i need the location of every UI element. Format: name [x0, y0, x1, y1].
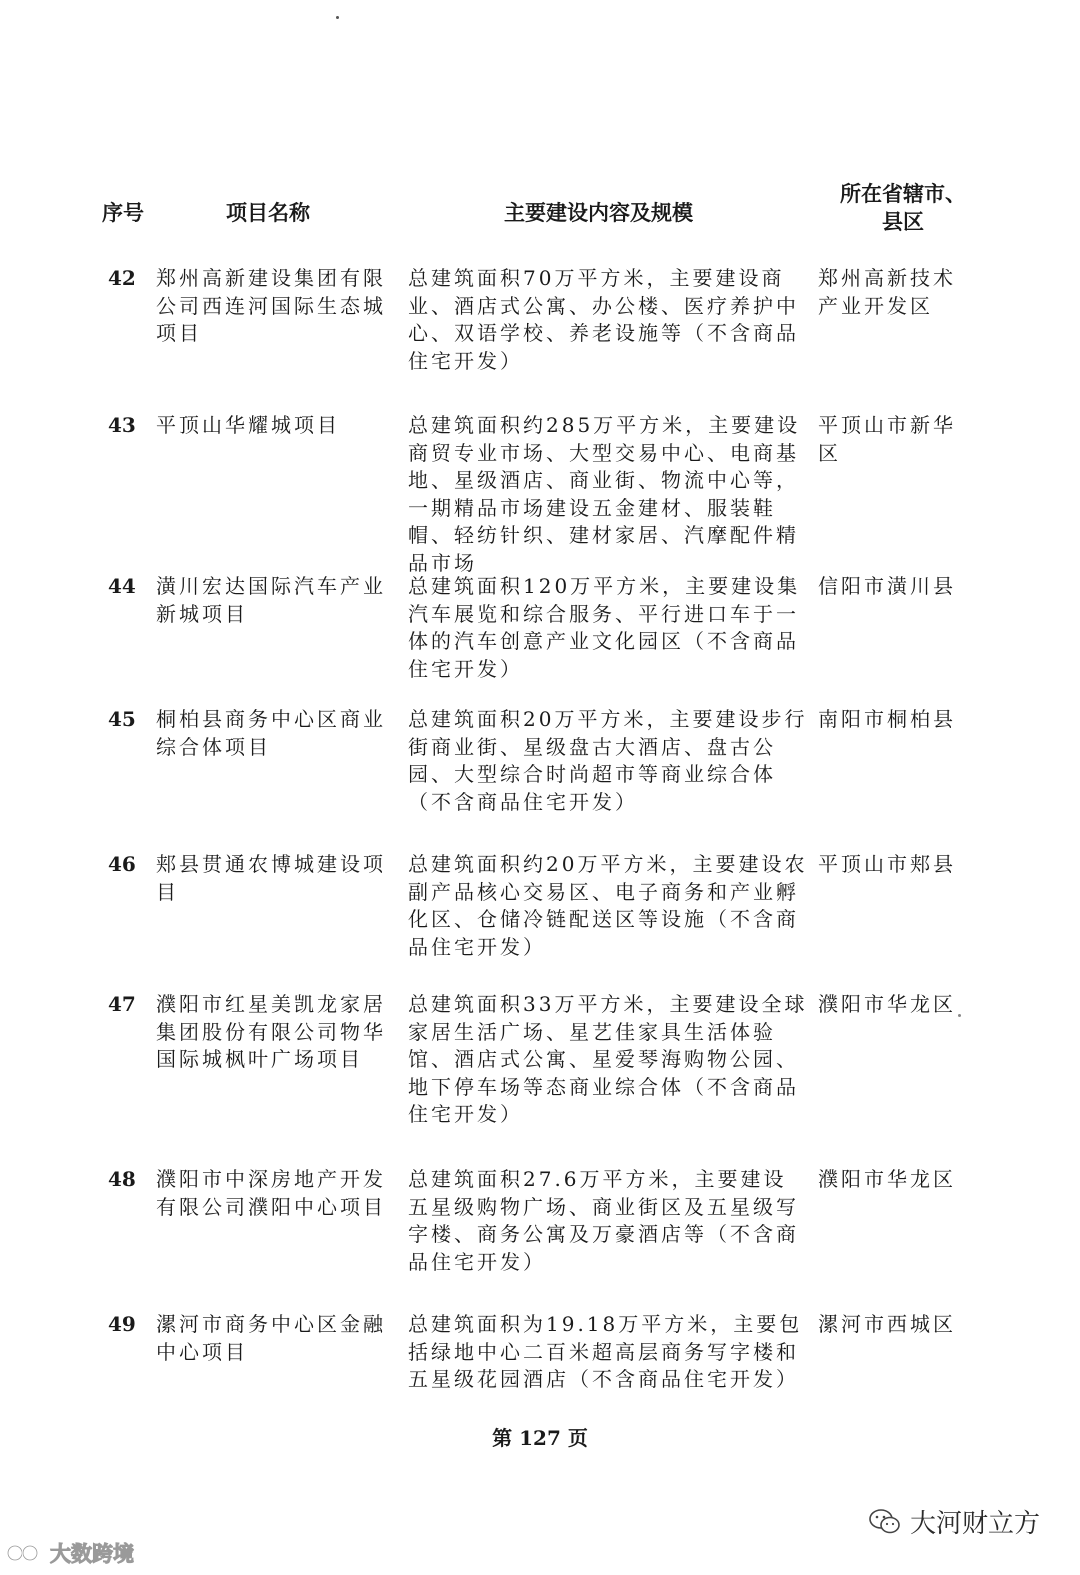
row-number: 47: [108, 992, 136, 1016]
row-number: 49: [108, 1312, 136, 1336]
row-content: 总建筑面积为19.18万平方米，主要包括绿地中心二百米超高层商务写字楼和五星级花园酒店（不含商品住宅开发）: [408, 1312, 803, 1391]
row-number: 44: [108, 574, 136, 598]
header-location-line1: 所在省辖市、: [840, 182, 966, 206]
header-location-line2: 县区: [882, 210, 924, 234]
header-content: 主要建设内容及规模: [504, 201, 693, 225]
row-content: 总建筑面积约285万平方米，主要建设商贸专业市场、大型交易中心、电商基地、星级酒店、商业街、物流中心等，一期精品市场建设五金建材、服装鞋帽、轻纺针织、建材家居、汽摩配件精品市场: [408, 413, 801, 575]
row-project-name: 平顶山华耀城项目: [156, 413, 340, 437]
row-location: 信阳市潢川县: [818, 574, 956, 598]
row-project-name: 濮阳市中深房地产开发有限公司濮阳中心项目: [156, 1167, 386, 1219]
header-project-name: 项目名称: [226, 201, 310, 225]
row-project-name: 漯河市商务中心区金融中心项目: [156, 1312, 386, 1364]
row-number: 43: [108, 413, 136, 437]
brand-logo-icon: [6, 1540, 46, 1566]
watermark-left-text: 大数跨境: [50, 1542, 134, 1566]
watermark-left: [6, 1538, 134, 1568]
row-project-name: 郏县贯通农博城建设项目: [156, 852, 386, 904]
row-location: 平顶山市郏县: [818, 852, 956, 876]
scan-speck: [336, 16, 339, 19]
row-location: 漯河市西城区: [818, 1312, 956, 1336]
row-content: 总建筑面积约20万平方米，主要建设农副产品核心交易区、电子商务和产业孵化区、仓储冷链配送区等设施（不含商品住宅开发）: [408, 852, 808, 959]
header-location: [838, 180, 968, 236]
row-content: 总建筑面积120万平方米，主要建设集汽车展览和综合服务、平行进口车于一体的汽车创意产业文化园区（不含商品住宅开发）: [408, 574, 801, 681]
row-number: 42: [108, 266, 136, 290]
header-number: 序号: [102, 201, 144, 225]
row-location: 平顶山市新华区: [818, 413, 956, 465]
watermark-right-text: 大河财立方: [910, 1509, 1041, 1539]
row-number: 48: [108, 1167, 136, 1191]
row-content: 总建筑面积27.6万平方米，主要建设五星级购物广场、商业街区及五星级写字楼、商务公寓及万豪酒店等（不含商品住宅开发）: [408, 1167, 799, 1274]
page-number: 第 127 页: [492, 1426, 588, 1450]
row-content: 总建筑面积70万平方米，主要建设商业、酒店式公寓、办公楼、医疗养护中心、双语学校、养老设施等（不含商品住宅开发）: [408, 266, 799, 373]
row-location: 濮阳市华龙区: [818, 1167, 956, 1191]
watermark-right: [868, 1503, 1040, 1540]
row-location: 南阳市桐柏县: [818, 707, 956, 731]
row-location: 郑州高新技术产业开发区: [818, 266, 956, 318]
row-number: 46: [108, 852, 136, 876]
row-content: 总建筑面积20万平方米，主要建设步行街商业街、星级盘古大酒店、盘古公园、大型综合时尚超市等商业综合体（不含商品住宅开发）: [408, 707, 808, 814]
row-number: 45: [108, 707, 136, 731]
row-location: 濮阳市华龙区: [818, 992, 956, 1016]
row-project-name: 潢川宏达国际汽车产业新城项目: [156, 574, 386, 626]
row-project-name: 桐柏县商务中心区商业综合体项目: [156, 707, 386, 759]
wechat-icon: [868, 1508, 902, 1536]
row-content: 总建筑面积33万平方米，主要建设全球家居生活广场、星艺佳家具生活体验馆、酒店式公寓、星爱琴海购物公园、地下停车场等态商业综合体（不含商品住宅开发）: [408, 992, 808, 1126]
row-project-name: 郑州高新建设集团有限公司西连河国际生态城项目: [156, 266, 386, 345]
row-project-name: 濮阳市红星美凯龙家居集团股份有限公司物华国际城枫叶广场项目: [156, 992, 386, 1071]
